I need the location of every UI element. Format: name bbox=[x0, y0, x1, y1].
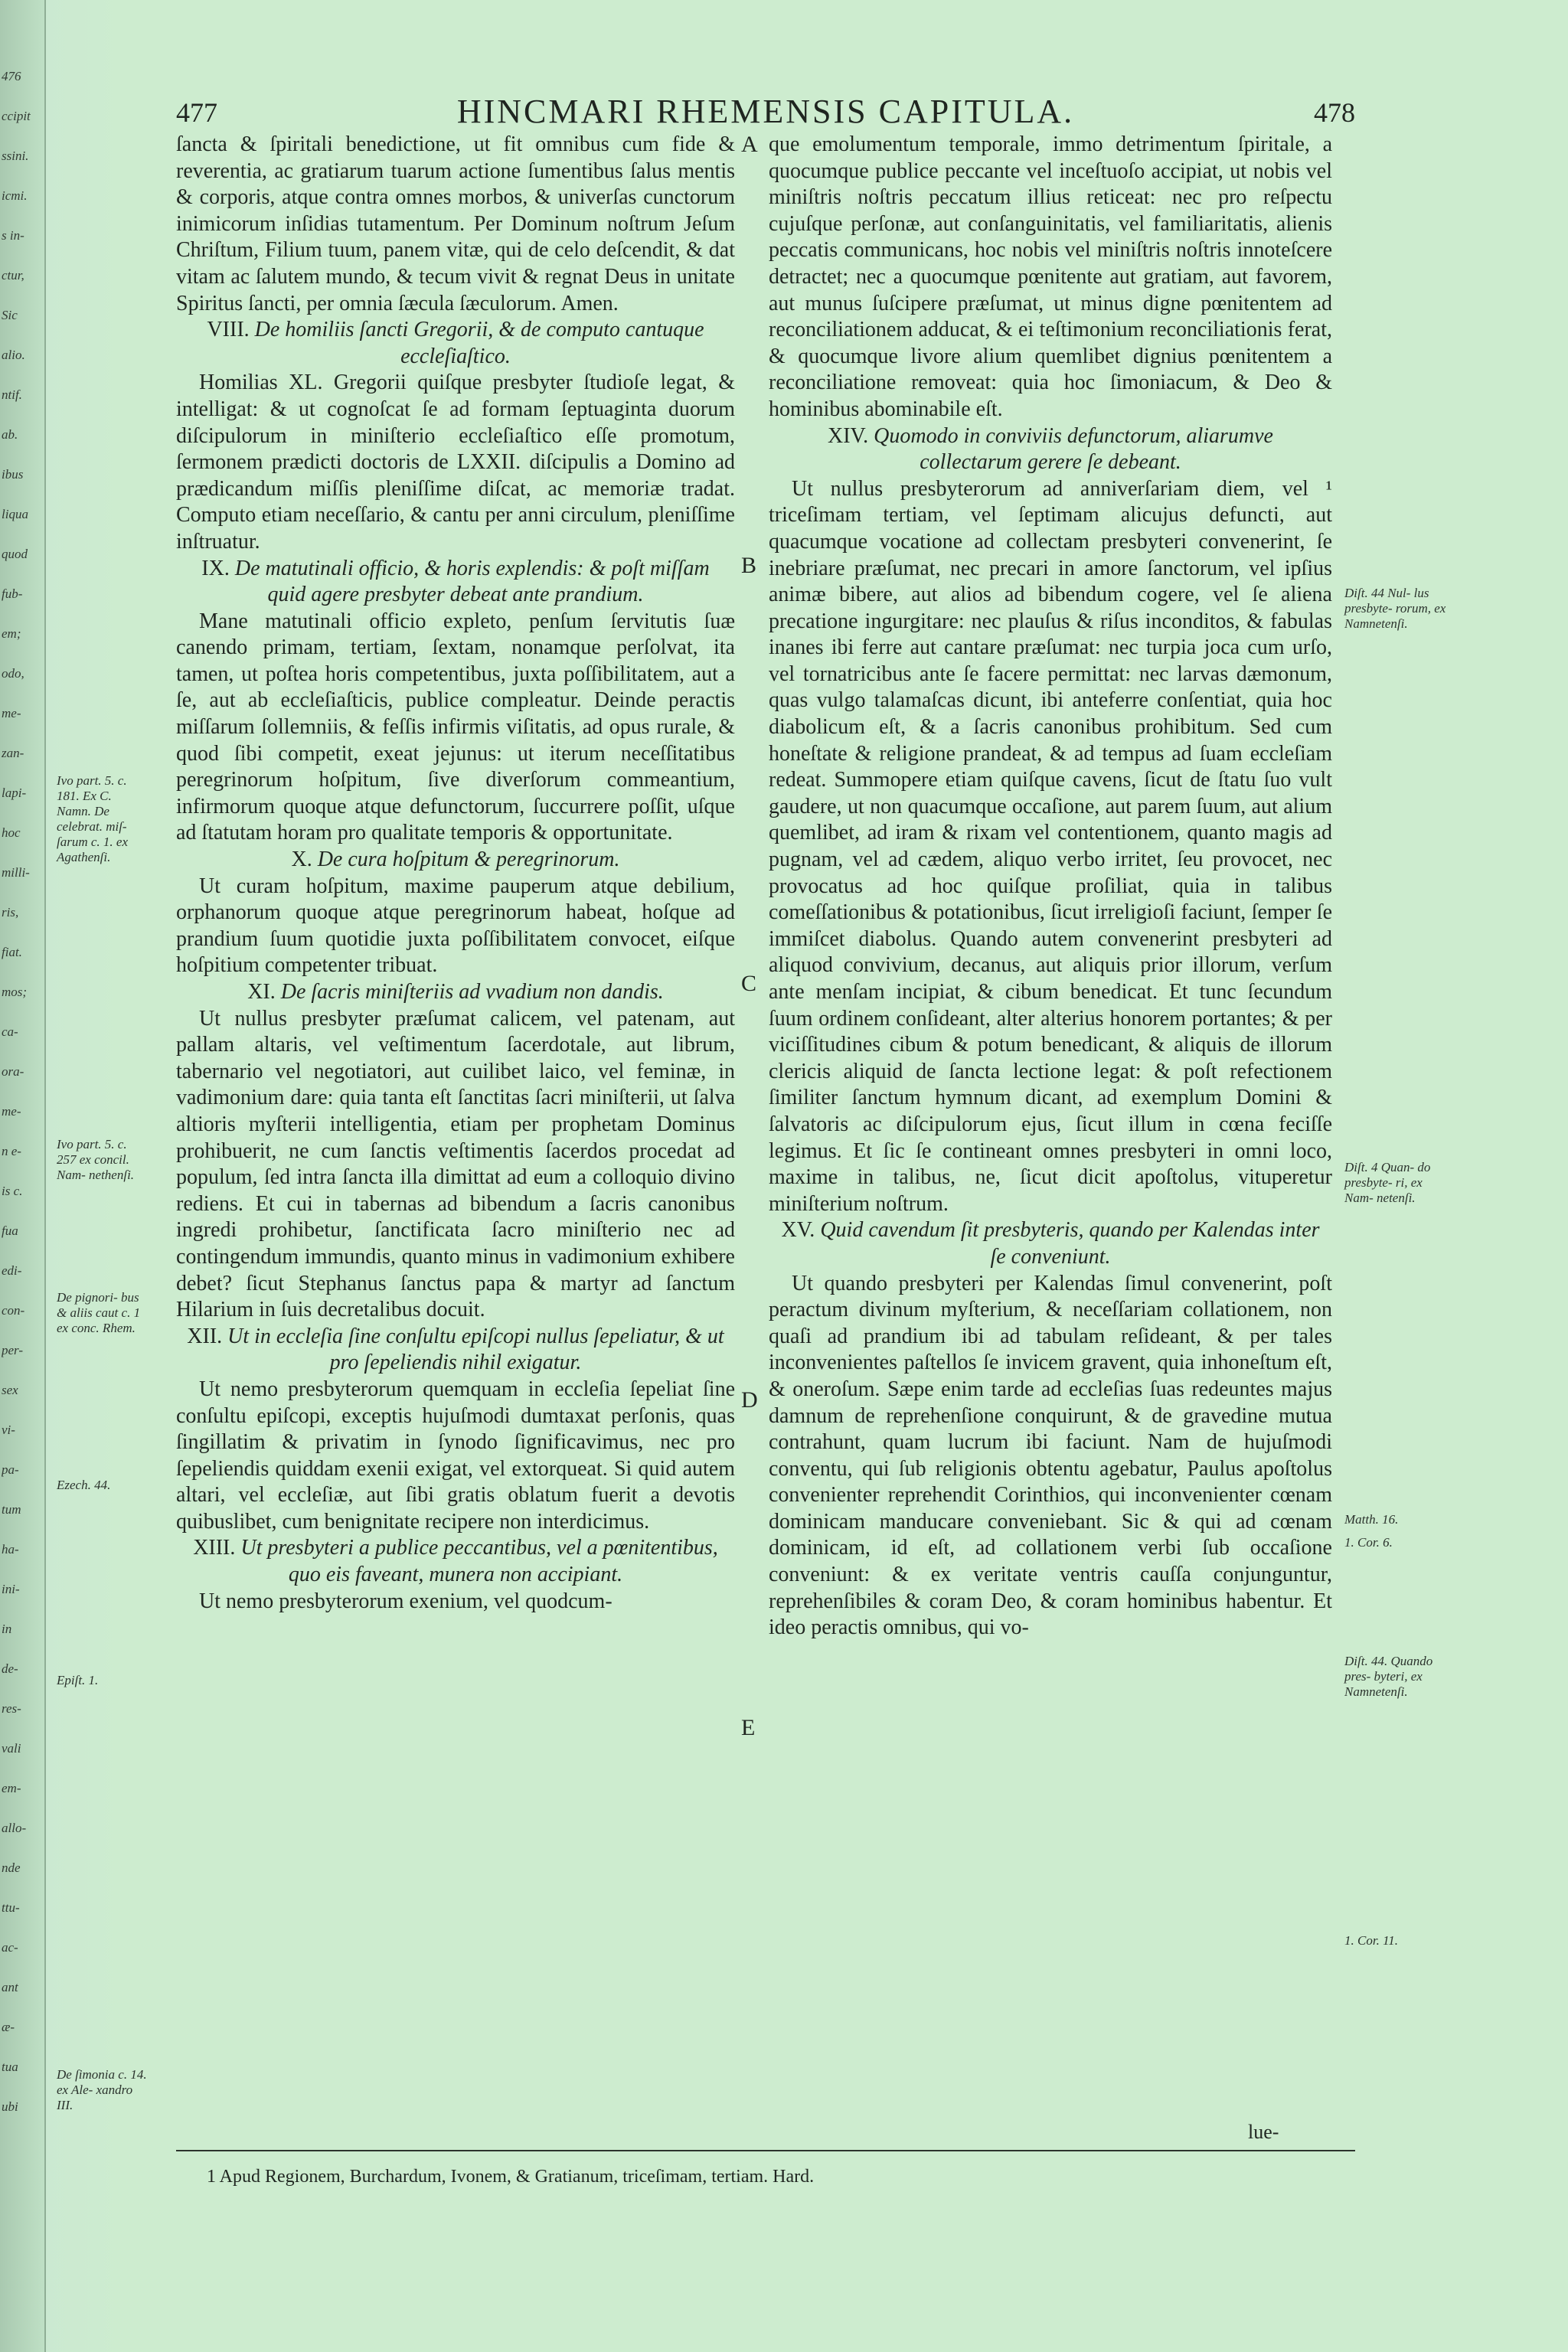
section-title: De cura hoſpitum & peregrinorum. bbox=[317, 848, 620, 872]
section-heading bbox=[769, 1217, 1332, 1270]
right-column bbox=[769, 132, 1332, 1642]
gutter-text-fragment: tum bbox=[2, 1502, 21, 1517]
gutter-text-fragment: fua bbox=[2, 1223, 18, 1238]
margin-note: Ivo part. 5. c. 257 ex concil. Nam- nethenſi. bbox=[57, 1137, 135, 1182]
gutter-text-fragment: ttu- bbox=[2, 1900, 20, 1915]
gutter-text-fragment: pa- bbox=[2, 1462, 19, 1477]
gutter-text-fragment: em; bbox=[2, 626, 21, 641]
section-title: Quid cavendum ſit presbyteris, quando per Kalendas inter ſe conveniunt. bbox=[820, 1218, 1320, 1269]
gutter-text-fragment: zan- bbox=[2, 746, 24, 760]
paragraph: Ut quando presbyteri per Kalendas ſimul convenerint, poſt peractum divinum myſterium, & neceſſariam collationem, non quaſi ad prandium ibi ad tabulam reſideant, & per tales inconvenientes paſtellos ſe invicem gravent, quia inhoneſtum eſt, & oneroſum. Sæpe enim tarde ad eccleſias ſuas redeuntes majus damnum de reprehenſione conquirunt, & de gravedine mutua contrahunt, quam lucrum ibi faciunt. Nam de hujuſmodi conventu, qui ſub religionis obtentu agebatur, Paulus apoſtolus convenienter reprehendit Corinthios, qui inconvenienter cœnam dominicam manducare conveniebant. Sic & qui ad cœnam dominicam, id eſt, ad collationem verbi ſub occaſione conveniunt: & ex veritate ventris cauſſa conjunguntur, reprehenſibiles & coram Deo, & coram hominibus habentur. Et ideo peractis omnibus, qui vo- bbox=[769, 1271, 1332, 1640]
section-title: Ut presbyteri a publice peccantibus, vel a pœnitentibus, quo eis faveant, munera non accipiant. bbox=[240, 1536, 718, 1587]
section-heading bbox=[176, 979, 735, 1006]
gutter-text-fragment: ab. bbox=[2, 427, 18, 442]
paragraph: Ut nullus presbyter præſumat calicem, vel patenam, aut pallam altaris, vel veſtimentum ſacerdotale, aut librum, tabernario vel negotiatori, aut cuilibet laico, vel feminæ, in vadimonium dare: quia tanta eſt ſanctitas ſacri miniſterii, ut ſalva altioris myſterii intelligentia, etiam per prophetam Dominus prohibuerit, ne cum ſanctis veſtimentis ſacerdos procedat ad populum, ſed intra ſancta illa dimittat ad eum a colloquio divino rediens. Et cui in tabernas ad bibendum a ſacris canonibus ingredi prohibetur, ſanctificata ſacro miniſterio nec ad contingendum immundis, quanto minus in vadimonium exhibere debet? ſicut Stephanus ſanctus papa & martyr ad ſanctum Hilarium in ſuis decretalibus docuit. bbox=[176, 1006, 735, 1322]
page-header bbox=[176, 92, 1355, 135]
gutter-text-fragment: con- bbox=[2, 1303, 25, 1318]
margin-note: Diſt. 44. Quando pres- byteri, ex Namnetenſi. bbox=[1344, 1654, 1433, 1699]
gutter-text-fragment: is c. bbox=[2, 1184, 23, 1198]
gutter-text-fragment: res- bbox=[2, 1701, 21, 1716]
section-heading bbox=[769, 423, 1332, 476]
gutter-text-fragment: milli- bbox=[2, 865, 30, 880]
catchword: lue- bbox=[1248, 2121, 1279, 2143]
adjacent-page-gutter bbox=[0, 0, 46, 2352]
paragraph: Homilias XL. Gregorii quiſque presbyter ſtudioſe legat, & intelligat: & ut cognoſcat ſe ad formam ſeptuaginta duorum diſcipulorum in miniſterio eccleſiaſtico eſſe promotum, ſermonem prædicti doctoris de LXXII. diſcipulis a Domino ad prædicandum miſſis pleniſſime diſcat, ac memoriæ tradat. Computo etiam neceſſario, & cantu per anni circulum, pleniſſime inſtruatur. bbox=[176, 371, 735, 554]
section-title: De matutinali officio, & horis explendis: & poſt miſſam quid agere presbyter debeat ante prandium. bbox=[234, 556, 710, 607]
section-heading bbox=[176, 556, 735, 609]
gutter-text-fragment: s in- bbox=[2, 228, 24, 243]
section-number: XI. bbox=[247, 980, 276, 1004]
running-title: HINCMARI RHEMENSIS CAPITULA. bbox=[456, 93, 1075, 130]
gutter-text-fragment: ctur, bbox=[2, 268, 24, 283]
gutter-text-fragment: fub- bbox=[2, 586, 23, 601]
gutter-text-fragment: allo- bbox=[2, 1821, 27, 1835]
section-number: XIV. bbox=[828, 423, 869, 448]
section-number: VIII. bbox=[207, 318, 250, 342]
gutter-text-fragment: lapi- bbox=[2, 786, 27, 800]
paragraph: Ut nemo presbyterorum quemquam in eccleſia ſepeliat ſine conſultu epiſcopi, exceptis hujuſmodi dumtaxat perſonis, quas ſingillatim & privatim in ſynodo ſignificavimus, nec pro ſepeliendis quiddam exenii exigat, vel extorqueat. Si quid autem altari, vel eccleſiæ, aut ſibi gratis oblatum fuerit a devotis quibuslibet, cum benignitate recipere non interdicimus. bbox=[176, 1377, 735, 1534]
section-heading bbox=[176, 1324, 735, 1377]
gutter-text-fragment: 476 bbox=[2, 69, 21, 83]
gutter-text-fragment: me- bbox=[2, 706, 21, 720]
gutter-text-fragment: ntif. bbox=[2, 387, 22, 402]
section-title: Ut in eccleſia ſine conſultu epiſcopi nullus ſepeliatur, & ut pro ſepeliendis nihil exigatur. bbox=[227, 1324, 724, 1375]
section-letter-b: B bbox=[741, 553, 757, 578]
gutter-text-fragment: tua bbox=[2, 2060, 18, 2074]
page-number-left: 477 bbox=[176, 97, 217, 128]
gutter-text-fragment: fiat. bbox=[2, 945, 22, 959]
gutter-text-fragment: ant bbox=[2, 1980, 18, 1994]
gutter-text-fragment: ca- bbox=[2, 1024, 18, 1039]
margin-note: 1. Cor. 6. bbox=[1344, 1535, 1393, 1550]
left-column bbox=[176, 132, 735, 1615]
paragraph: ſancta & ſpiritali benedictione, ut fit omnibus cum fide & reverentia, ac gratiarum tuarum actione ſumentibus ſalus mentis & corporis, atque contra omnes morbos, & univerſas cunctorum inimicorum inſidias tutamentum. Per Dominum noſtrum Jeſum Chriſtum, Filium tuum, panem vitæ, qui de celo deſcendit, & dat vitam ac ſalutem mundo, & tecum vivit & regnat Deus in unitate Spiritus ſancti, per omnia ſæcula ſæculorum. Amen. bbox=[176, 132, 735, 315]
gutter-text-fragment: Sic bbox=[2, 308, 18, 322]
gutter-text-fragment: edi- bbox=[2, 1263, 22, 1278]
paragraph: Ut curam hoſpitum, maxime pauperum atque debilium, orphanorum quoque atque peregrinorum habeat, hoſque ad prandium ſuum quotidie juxta poſſibilitatem convocet, eiſque hoſpitium competenter tribuat. bbox=[176, 874, 735, 978]
gutter-text-fragment: alio. bbox=[2, 348, 25, 362]
margin-note: 1. Cor. 11. bbox=[1344, 1933, 1399, 1948]
section-letter-a: A bbox=[741, 132, 758, 157]
margin-note: Ivo part. 5. c. 181. Ex C. Namn. De celebrat. miſ- ſarum c. 1. ex Agathenſi. bbox=[57, 773, 129, 864]
section-number: IX. bbox=[201, 556, 230, 580]
gutter-text-fragment: æ- bbox=[2, 2020, 15, 2034]
section-letter-d: D bbox=[741, 1387, 758, 1413]
gutter-text-fragment: vali bbox=[2, 1741, 21, 1756]
paragraph: que emolumentum temporale, immo detrimentum ſpiritale, a quocumque publice peccante vel inceſtuoſo accipiat, ut nobis vel miniſtris noſtris peccatum illius reticeat: nec pro reſpectu cujuſque perſonæ, aut conſanguinitatis, vel familiaritatis, alienis peccatis communicans, hoc nobis vel miniſtris noſtris innoteſcere detractet; nec a quocumque pœnitente aut gratiam, aut favorem, aut munus ſuſcipere præſumat, ut minus digne pœnitentem ad reconciliationem adducat, & ei teſtimonium reconciliationis ferat, & quocumque livore alium quemlibet dignius pœnitentem a reconciliatione removeat: quia hoc ſimoniacum, & Deo & hominibus abominabile eſt. bbox=[769, 132, 1332, 421]
section-number: XV. bbox=[781, 1218, 815, 1243]
footnote: 1 Apud Regionem, Burchardum, Ivonem, & Gratianum, triceſimam, tertiam. Hard. bbox=[207, 2167, 815, 2187]
margin-note: De pignori- bus & aliis caut c. 1 ex conc. Rhem. bbox=[57, 1290, 141, 1335]
paragraph: Ut nullus presbyterorum ad anniverſariam diem, vel ¹ triceſimam tertiam, vel ſeptimam alicujus defuncti, aut quacumque vocatione ad collectam presbyteri convenerint, ſe inebriare præſumat, nec precari in amore ſanctorum, vel ipſius animæ bibere, aut alios ad bibendum cogere, vel ſe aliena precatione ingurgitare: nec plauſus & riſus inconditos, & fabulas inanes ibi ferre aut cantare præſumat: nec turpia joca cum urſo, vel tornatricibus ante ſe facere permittat: nec larvas dæmonum, quas vulgo talamaſcas dicunt, ibi anteferre conſentiat, quia hoc diabolicum eſt, & a ſacris canonibus prohibitum. Sed cum honeſtate & religione prandeat, & ad tempus ad ſuam eccleſiam redeat. Summopere etiam quiſque cavens, ſicut de ſtatu ſuo vult gaudere, ut non quacumque occaſione, aut parem ſuum, aut alium quemlibet, ad iram & rixam vel contentionem, quanto magis ad pugnam, vel ad cædem, aliquo verbo irritet, ſeu provocet, nec provocatus ad hoc quiſque proſiliat, quia in talibus comeſſationibus & potationibus, ſicut irreligioſi faciunt, ſemper ſe immiſcet diabolus. Quando autem convenerint presbyteri ad aliquod convivium, decanus, aut aliquis prior illorum, verſum ante menſam incipiat, & cibum benedicat. Et tunc ſecundum ſuum ordinem conſideant, alter alterius honorem portantes; & per viciſſitudines cibum & potum benedicant, & aliquis de illorum clericis aliquid de ſancta lectione legat: & poſt refectionem ſimiliter ſanctum hymnum dicant, ad exemplum Domini & ſalvatoris ac diſcipulorum ejus, ſicut illum in cœna feciſſe legimus. Et ſic ſe contineant omnes presbyteri in omni loco, maxime in talibus, ne, ſicut dicit apoſtolus, vituperetur miniſterium noſtrum. bbox=[769, 476, 1332, 1216]
section-heading bbox=[176, 1535, 735, 1588]
section-title: De ſacris miniſteriis ad vvadium non dandis. bbox=[280, 980, 664, 1004]
gutter-text-fragment: liqua bbox=[2, 507, 28, 521]
gutter-text-fragment: me- bbox=[2, 1104, 21, 1119]
gutter-text-fragment: ha- bbox=[2, 1542, 19, 1557]
section-heading bbox=[176, 317, 735, 370]
gutter-text-fragment: hoc bbox=[2, 825, 21, 840]
gutter-text-fragment: ubi bbox=[2, 2099, 18, 2114]
section-letter-e: E bbox=[741, 1715, 756, 1740]
margin-note: Epiſt. 1. bbox=[57, 1673, 99, 1687]
section-heading bbox=[176, 847, 735, 874]
margin-note: Diſt. 4 Quan- do presbyte- ri, ex Nam- netenſi. bbox=[1344, 1160, 1431, 1205]
gutter-text-fragment: em- bbox=[2, 1781, 21, 1795]
section-letter-c: C bbox=[741, 971, 757, 996]
section-number: X. bbox=[291, 848, 312, 872]
gutter-text-fragment: per- bbox=[2, 1343, 23, 1357]
gutter-text-fragment: ac- bbox=[2, 1940, 18, 1955]
gutter-text-fragment: ccipit bbox=[2, 109, 31, 123]
gutter-text-fragment: ssini. bbox=[2, 149, 29, 163]
page-number-right: 478 bbox=[1314, 97, 1355, 128]
gutter-text-fragment: nde bbox=[2, 1860, 21, 1875]
footnote-rule bbox=[176, 2150, 1355, 2151]
paragraph: Ut nemo presbyterorum exenium, vel quodcum- bbox=[199, 1589, 612, 1613]
section-number: XII. bbox=[187, 1324, 223, 1348]
section-number: XIII. bbox=[193, 1536, 236, 1560]
gutter-text-fragment: ora- bbox=[2, 1064, 24, 1079]
gutter-text-fragment: quod bbox=[2, 547, 28, 561]
section-title: De homiliis ſancti Gregorii, & de computo cantuque eccleſiaſtico. bbox=[254, 318, 704, 368]
gutter-text-fragment: odo, bbox=[2, 666, 24, 681]
margin-note: De ſimonia c. 14. ex Ale- xandro III. bbox=[57, 2067, 147, 2112]
margin-note: Ezech. 44. bbox=[57, 1478, 111, 1492]
paragraph: Mane matutinali officio expleto, penſum ſervitutis ſuæ canendo primam, tertiam, ſextam, nonamque perſolvat, ita tamen, ut poſtea horis competentibus, juxta poſſibilitatem, aut a ſe, aut ab eccleſiaſticis, publice compleatur. Deinde peractis miſſarum ſollemniis, & feſſis infirmis viſitatis, ad opus rurale, & quod ſibi competit, exeat jejunus: ut iterum neceſſitatibus peregrinorum hoſpitum, ſive diverſorum commeantium, infirmorum quoque atque defunctorum, ſuccurrere poſſit, uſque ad ſtatutam horam pro qualitate temporis & opportunitate. bbox=[176, 609, 735, 845]
section-title: Quomodo in conviviis defunctorum, aliarumve collectarum gerere ſe debeant. bbox=[874, 423, 1273, 475]
gutter-text-fragment: ini- bbox=[2, 1582, 20, 1596]
gutter-text-fragment: in bbox=[2, 1622, 12, 1636]
gutter-text-fragment: ibus bbox=[2, 467, 24, 482]
gutter-text-fragment: ris, bbox=[2, 905, 19, 920]
gutter-text-fragment: sex bbox=[2, 1383, 18, 1397]
margin-note: Diſt. 44 Nul- lus presbyte- rorum, ex Namnetenſi. bbox=[1344, 586, 1446, 631]
gutter-text-fragment: n e- bbox=[2, 1144, 21, 1158]
gutter-text-fragment: vi- bbox=[2, 1423, 15, 1437]
margin-note: Matth. 16. bbox=[1344, 1512, 1399, 1527]
gutter-text-fragment: icmi. bbox=[2, 188, 28, 203]
gutter-text-fragment: de- bbox=[2, 1661, 18, 1676]
gutter-text-fragment: mos; bbox=[2, 985, 28, 999]
